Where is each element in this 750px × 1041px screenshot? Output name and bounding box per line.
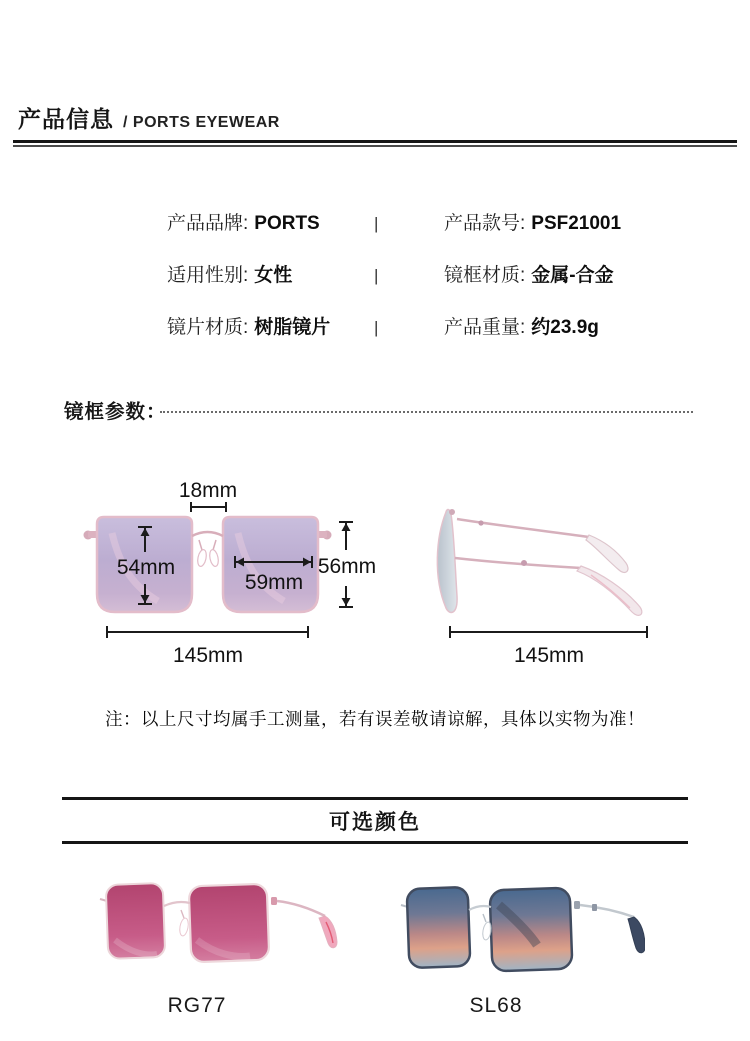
info-cell	[444, 211, 621, 237]
sl68-bridge	[469, 906, 491, 910]
rg77-temple	[277, 901, 325, 916]
lens-height-label: 54mm	[116, 556, 176, 579]
nose-pad-arms	[199, 540, 216, 550]
info-cell	[444, 315, 599, 341]
section-rule-bottom	[62, 841, 688, 844]
color-options-title: 可选颜色	[329, 811, 421, 834]
section-rule-top	[62, 797, 688, 800]
info-label: 镜片材质:	[167, 317, 249, 338]
lower-temple-hinge	[521, 560, 527, 566]
info-cell	[167, 211, 320, 237]
info-label: 适用性别:	[167, 265, 249, 286]
rg77-hinge	[271, 897, 277, 905]
info-value: PSF21001	[531, 213, 622, 234]
frame-height-label: 56mm	[317, 555, 377, 578]
product-figure-rg77	[85, 870, 340, 970]
rg77-temple-tip	[319, 916, 337, 948]
sl68-right-lens	[490, 888, 573, 972]
info-value: 金属-合金	[531, 265, 614, 286]
info-row-1	[0, 211, 750, 237]
info-value: PORTS	[254, 213, 320, 234]
sl68-temple	[580, 905, 634, 917]
sl68-temple-tip	[628, 917, 645, 953]
nose-pad-left	[196, 549, 207, 567]
info-cell	[444, 263, 614, 289]
page-subtitle: / PORTS EYEWEAR	[123, 114, 280, 131]
info-row-3	[0, 315, 750, 341]
sl68-left-lens	[407, 887, 471, 968]
side-dimensions	[450, 626, 647, 667]
lower-temple-tip	[577, 566, 642, 615]
info-value: 女性	[254, 265, 293, 286]
product-figure-sl68	[395, 875, 645, 975]
color-code-rg77: RG77	[167, 994, 227, 1017]
rg77-right-lens	[189, 884, 270, 963]
side-view-glasses	[437, 509, 642, 615]
info-row-2	[0, 263, 750, 289]
color-code-sl68: SL68	[469, 994, 523, 1017]
column-separator: |	[374, 318, 379, 337]
info-value: 树脂镜片	[254, 317, 331, 338]
info-label: 产品款号:	[444, 213, 526, 234]
sl68-temple-detail	[592, 904, 597, 911]
rg77-nose-pad	[178, 917, 189, 936]
rg77-bridge	[164, 902, 190, 906]
info-label: 产品品牌:	[167, 213, 249, 234]
info-label: 镜框材质:	[444, 265, 526, 286]
temple-length-dim-line	[450, 626, 647, 638]
page-header	[18, 101, 280, 134]
header-divider	[13, 140, 737, 149]
dotted-rule	[160, 411, 693, 413]
rg77-nosepad-arm	[181, 910, 184, 918]
frame-width-dim-line	[107, 626, 308, 638]
bridge-bar	[192, 532, 223, 536]
upper-temple-tip	[586, 535, 628, 572]
dimension-diagram	[0, 455, 750, 690]
sl68-nosepad-arm	[483, 914, 486, 922]
side-lens	[437, 510, 457, 613]
info-cell	[167, 263, 292, 289]
nose-pad-right	[208, 549, 219, 567]
lens-width-label: 59mm	[244, 571, 304, 594]
temple-length-label: 145mm	[513, 644, 585, 667]
rg77-left-lens	[106, 883, 166, 959]
info-cell	[167, 315, 330, 341]
info-value: 约23.9g	[531, 317, 599, 338]
upper-temple-hinge	[478, 520, 483, 525]
info-label: 产品重量:	[444, 317, 526, 338]
frame-width-label: 145mm	[172, 644, 244, 667]
column-separator: |	[374, 214, 379, 233]
upper-temple	[457, 519, 589, 537]
side-top-hinge	[449, 509, 455, 515]
lower-temple	[455, 558, 581, 568]
page-title: 产品信息	[18, 106, 114, 132]
measurement-note: 注：以上尺寸均属手工测量，若有误差敬请谅解，具体以实物为准！	[105, 709, 645, 729]
bridge-dim-line	[191, 502, 226, 512]
frame-params-heading: 镜框参数：	[64, 401, 167, 423]
bridge-width-label: 18mm	[178, 479, 238, 502]
sl68-hinge	[574, 901, 580, 909]
column-separator: |	[374, 266, 379, 285]
